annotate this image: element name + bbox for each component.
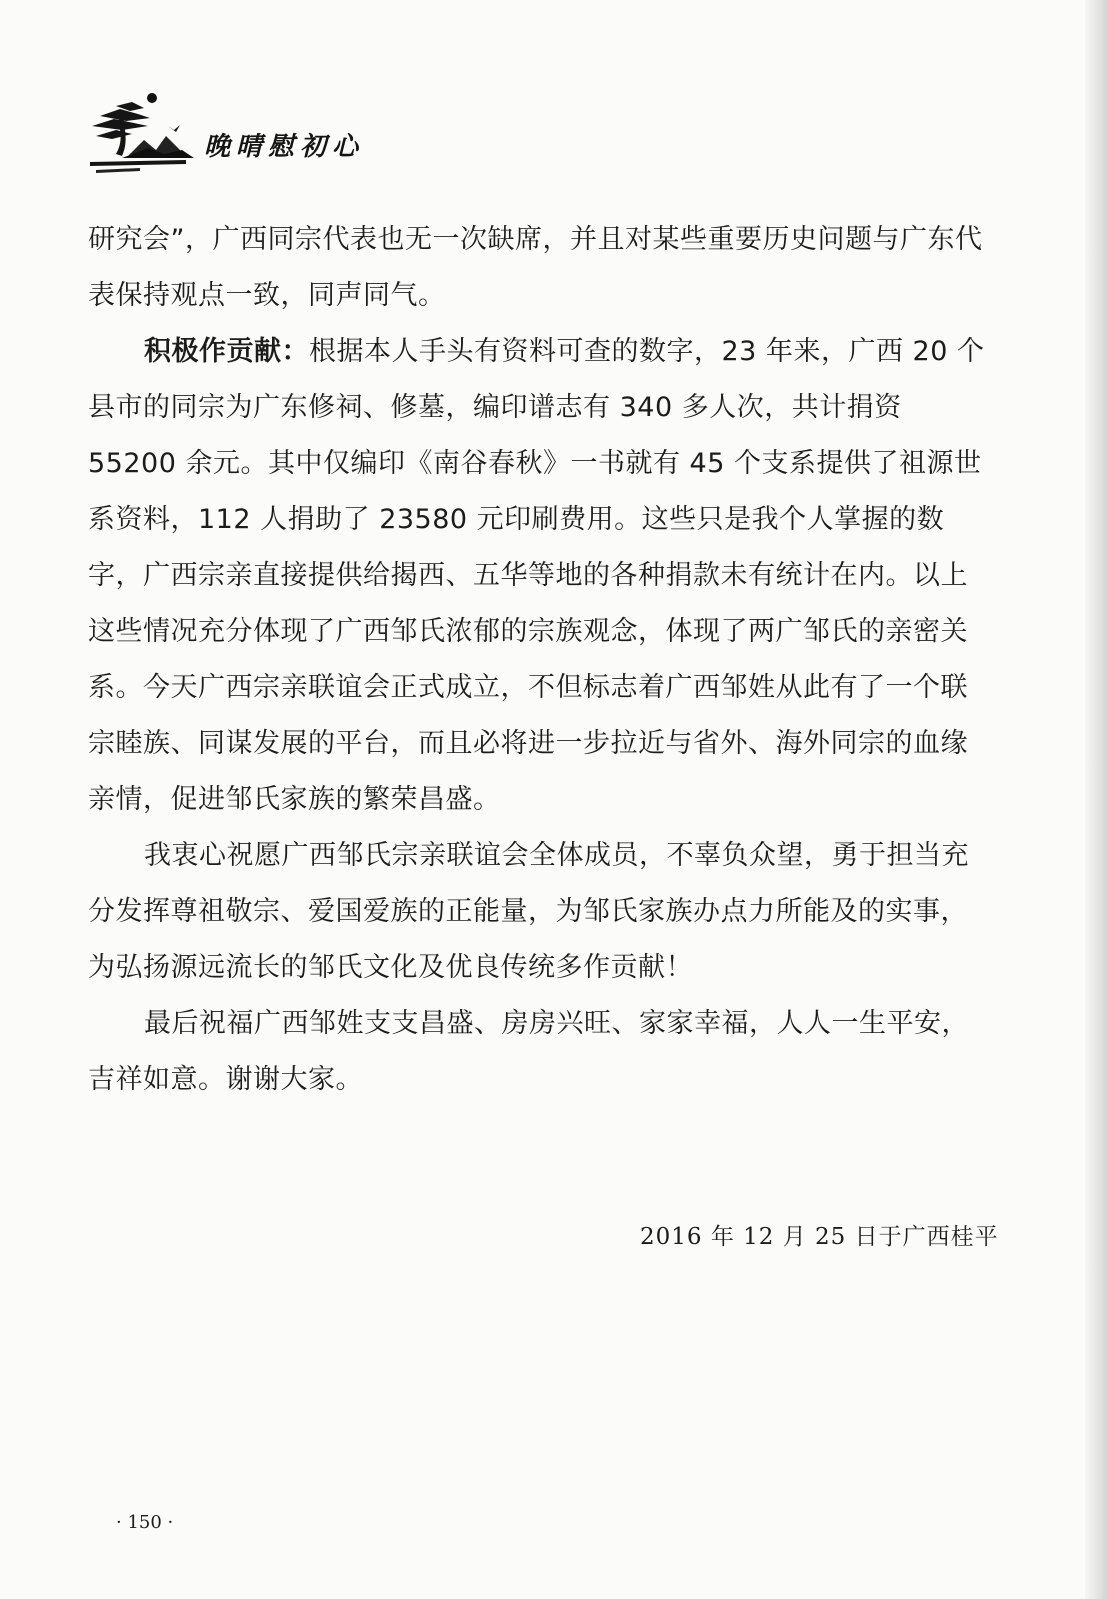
body-text xyxy=(88,212,988,1108)
paragraph-3-text: 我衷心祝愿广西邹氏宗亲联谊会全体成员，不辜负众望，勇于担当充分发挥尊祖敬宗、爱国爱族的正能量，为邹氏家族办点力所能及的实事，为弘扬源远流长的邹氏文化及优良传统多作贡献！ xyxy=(88,840,969,983)
page-number: · 150 · xyxy=(116,1512,174,1533)
paragraph-2-text: 根据本人手头有资料可查的数字，23 年来，广西 20 个县市的同宗为广东修祠、修墓，编印谱志有 340 多人次，共计捐资 55200 余元。其中仅编印《南谷春秋》一书就有 45 个支系提供了祖源世系资料，112 人捐助了 23580 元印刷费用。这些只是我个人掌握的数字，广西宗亲直接提供给揭西、五华等地的各种捐款未有统计在内。以上这些情况充分体现了广西邹氏浓郁的宗族观念，体现了两广邹氏的亲密关系。今天广西宗亲联谊会正式成立，不但标志着广西邹姓从此有了一个联宗睦族、同谋发展的平台，而且必将进一步拉近与省外、海外同宗的血缘亲情，促进邹氏家族的繁荣昌盛。 xyxy=(88,336,985,815)
paragraph-1-text: 研究会”，广西同宗代表也无一次缺席，并且对某些重要历史问题与广东代表保持观点一致，同声同气。 xyxy=(88,224,983,311)
pine-tree-logo-icon xyxy=(86,92,198,176)
date-signature: 2016 年 12 月 25 日于广西桂平 xyxy=(640,1224,999,1250)
paragraph-2 xyxy=(88,324,988,828)
book-title: 晚晴慰初心 xyxy=(204,132,365,162)
paragraph-4 xyxy=(88,996,988,1108)
page-edge-shadow xyxy=(1085,0,1107,1599)
paragraph-1 xyxy=(88,212,988,324)
paragraph-3 xyxy=(88,828,988,996)
paragraph-4-text: 最后祝福广西邹姓支支昌盛、房房兴旺、家家幸福，人人一生平安，吉祥如意。谢谢大家。 xyxy=(88,1008,969,1095)
running-header xyxy=(86,92,426,176)
paragraph-2-lead: 积极作贡献： xyxy=(144,336,309,367)
